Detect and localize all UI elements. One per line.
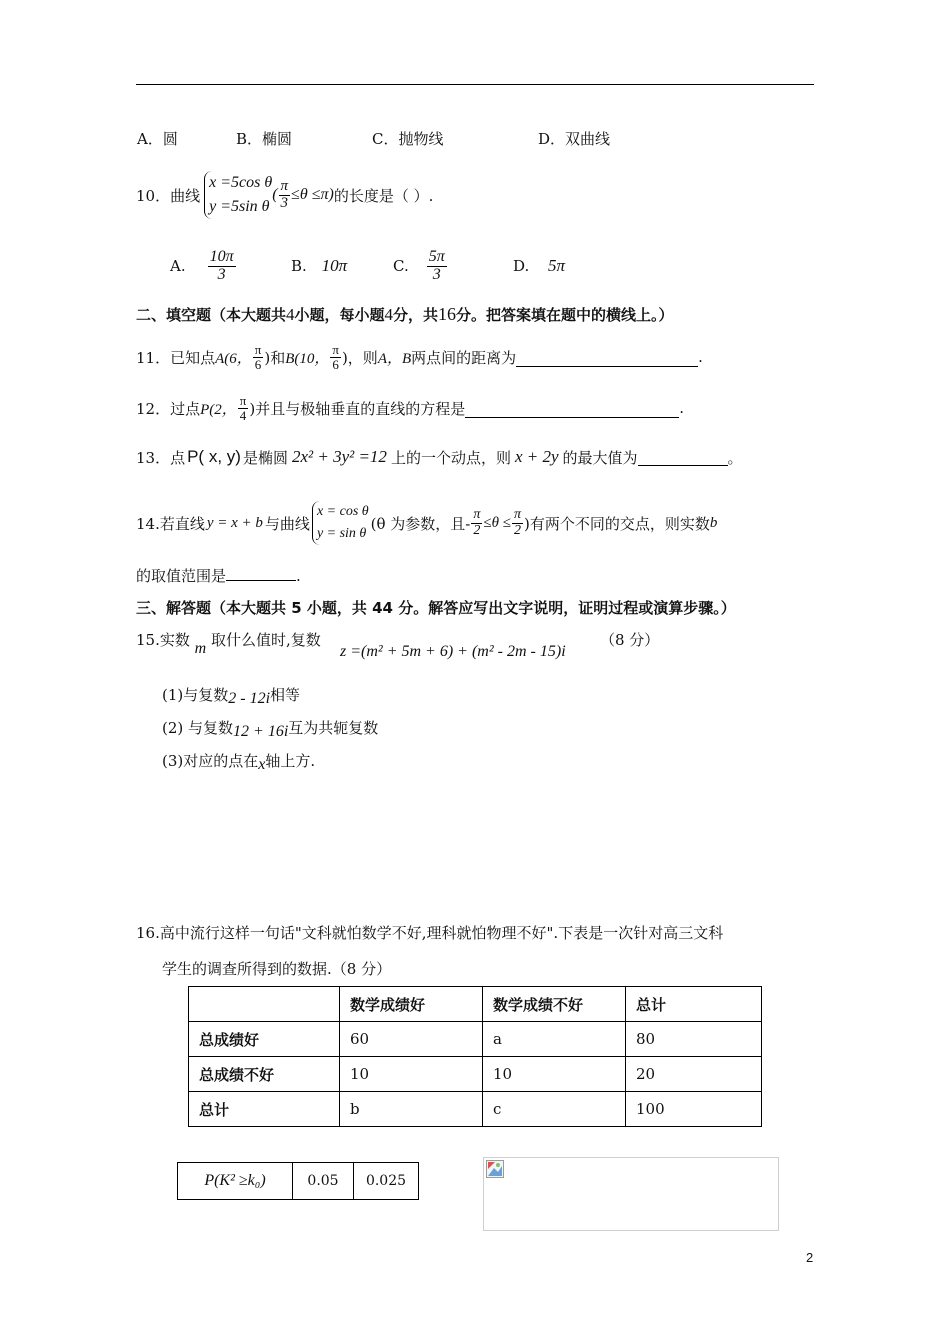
q15-stem: 15.实数 m 取什么值时,复数 bbox=[136, 631, 321, 657]
q14-line2: 的取值范围是 . bbox=[136, 567, 301, 585]
q9-option-b: B．椭圆 bbox=[236, 130, 293, 148]
q13: 13．点 P( x, y) 是椭圆 2x² + 3y² =12 上的一个动点，则 x + 2y 的最大值为 。 bbox=[136, 447, 743, 467]
q11-answer-blank[interactable] bbox=[516, 348, 698, 367]
q16-line2: 学生的调查所得到的数据.（8 分） bbox=[162, 960, 392, 978]
table-row bbox=[189, 1092, 762, 1127]
page-number: 2 bbox=[806, 1250, 814, 1265]
q14-answer-blank[interactable] bbox=[226, 566, 296, 581]
table-cell bbox=[189, 987, 340, 1022]
q9-option-d: D．双曲线 bbox=[538, 130, 611, 148]
q12-answer-blank[interactable] bbox=[465, 399, 679, 418]
table-cell: 0.025 bbox=[354, 1163, 419, 1200]
table-cell: 100 bbox=[626, 1092, 762, 1127]
table-row-label: 总成绩不好 bbox=[189, 1057, 340, 1092]
q13-answer-blank[interactable] bbox=[638, 449, 728, 466]
table-cell: 80 bbox=[626, 1022, 762, 1057]
q11: 11．已知点 A(6， $\frac{\pi}{6}$ )和 B(10， $\frac{\pi}{6}$ )，则 A，B 两点间的距离为 . bbox=[136, 341, 703, 372]
table-cell: 10 bbox=[340, 1057, 483, 1092]
q15-part2: (2) 与复数12 + 16i互为共轭复数 bbox=[162, 719, 379, 740]
table-row-label: 总计 bbox=[189, 1092, 340, 1127]
critical-value-table bbox=[177, 1162, 419, 1200]
q9-option-c: C．抛物线 bbox=[372, 130, 444, 148]
table-header-row bbox=[189, 987, 762, 1022]
q14: 14.若直线 y = x + b 与曲线 x = cos θ y = sin θ (θ 为参数，且- $\frac{\pi}{2}$ ≤θ ≤ $\frac{\pi}{2}$ )有两个不同的交点，则实数 b bbox=[136, 498, 717, 548]
table-row bbox=[178, 1163, 419, 1200]
table-cell: c bbox=[483, 1092, 626, 1127]
header-rule bbox=[136, 84, 814, 85]
table-cell: 20 bbox=[626, 1057, 762, 1092]
table-row-label: P(K² ≥k₀) bbox=[178, 1163, 293, 1200]
table-row bbox=[189, 1057, 762, 1092]
q12: 12．过点 P(2， $\frac{\pi}{4}$ )并且与极轴垂直的直线的方程是 . bbox=[136, 392, 684, 423]
q15-part3: (3)对应的点在x轴上方. bbox=[162, 752, 316, 773]
survey-table bbox=[188, 986, 762, 1127]
q15-complex-number: z =(m² + 5m + 6) + (m² - 2m - 15)i bbox=[340, 643, 566, 660]
q9-option-a: A．圆 bbox=[137, 130, 178, 148]
q10-option-a: A. $\frac{10\pi}{3}$ bbox=[170, 247, 234, 283]
table-cell: 60 bbox=[340, 1022, 483, 1057]
q10-option-d: D. 5π bbox=[513, 256, 566, 275]
table-cell: 0.05 bbox=[293, 1163, 354, 1200]
broken-image-icon bbox=[486, 1160, 504, 1178]
table-cell: 10 bbox=[483, 1057, 626, 1092]
table-row-label: 总成绩好 bbox=[189, 1022, 340, 1057]
q15-score: （8 分） bbox=[600, 631, 660, 649]
section2-heading: 二、填空题（本大题共4小题，每小题4分，共16分。把答案填在题中的横线上。） bbox=[136, 304, 674, 324]
q10-option-c: C. $\frac{5\pi}{3}$ bbox=[393, 247, 445, 283]
q16-line1: 16.高中流行这样一句话"文科就怕数学不好,理科就怕物理不好".下表是一次针对高三文科 bbox=[136, 924, 724, 942]
q10: 10． 曲线 x =5cos θ y =5sin θ ( $\frac{\pi}{3}$ ≤θ ≤π) 的长度是（ ）. bbox=[136, 168, 433, 222]
section3-heading: 三、解答题（本大题共 5 小题，共 44 分。解答应写出文字说明，证明过程或演算步骤。） bbox=[136, 599, 736, 617]
table-cell: b bbox=[340, 1092, 483, 1127]
image-placeholder bbox=[483, 1157, 779, 1231]
table-header-cell: 数学成绩不好 bbox=[483, 987, 626, 1022]
table-cell: a bbox=[483, 1022, 626, 1057]
q15-part1: (1)与复数2 - 12i相等 bbox=[162, 686, 301, 707]
table-header-cell: 总计 bbox=[626, 987, 762, 1022]
table-header-cell: 数学成绩好 bbox=[340, 987, 483, 1022]
table-row bbox=[189, 1022, 762, 1057]
q10-option-b: B. 10π bbox=[291, 256, 348, 275]
